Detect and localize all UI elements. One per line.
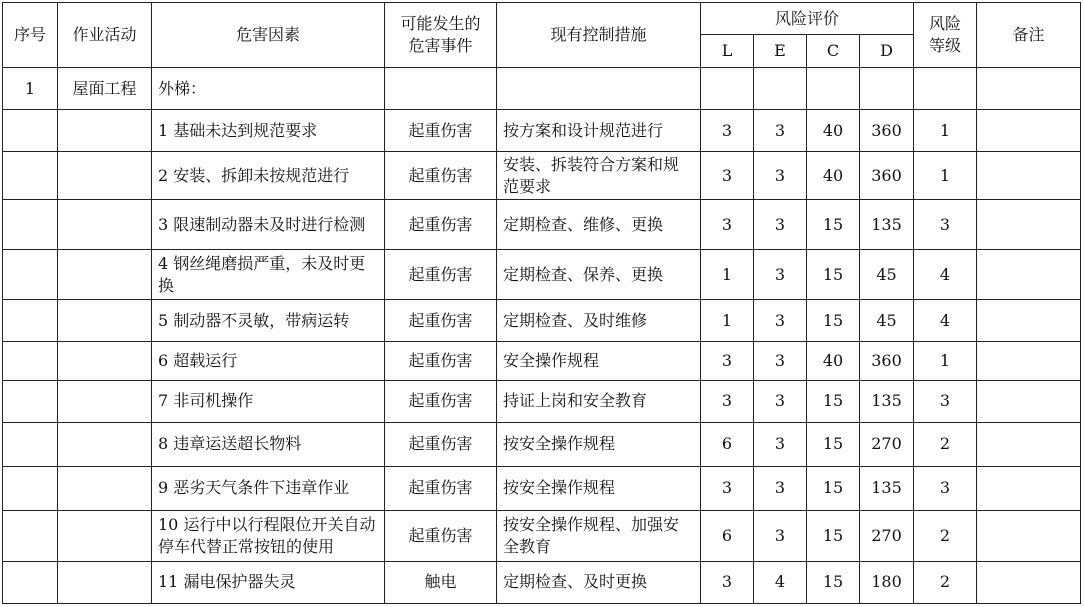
note-cell [977, 466, 1081, 510]
note-cell [977, 200, 1081, 250]
header-seq: 序号 [3, 3, 58, 68]
hazard-cell: 9 恶劣天气条件下违章作业 [152, 466, 385, 510]
C-cell: 15 [807, 466, 860, 510]
E-cell: 3 [754, 300, 807, 342]
D-cell: 135 [860, 200, 914, 250]
hazard-cell: 6 超载运行 [152, 342, 385, 380]
header-L: L [701, 35, 754, 68]
level-cell: 1 [914, 110, 977, 152]
C-cell: 15 [807, 561, 860, 603]
control-cell: 按方案和设计规范进行 [497, 110, 701, 152]
C-cell: 40 [807, 152, 860, 200]
section-activity: 屋面工程 [58, 68, 152, 110]
C-cell: 15 [807, 200, 860, 250]
event-cell: 起重伤害 [385, 110, 497, 152]
E-cell: 3 [754, 250, 807, 300]
E-cell: 3 [754, 342, 807, 380]
hazard-cell: 8 违章运送超长物料 [152, 422, 385, 466]
header-row-1 [3, 3, 1081, 35]
note-cell [977, 250, 1081, 300]
E-cell: 3 [754, 380, 807, 422]
D-cell: 45 [860, 300, 914, 342]
C-cell: 15 [807, 510, 860, 561]
event-cell: 起重伤害 [385, 422, 497, 466]
level-cell: 1 [914, 152, 977, 200]
D-cell: 360 [860, 342, 914, 380]
level-cell: 2 [914, 561, 977, 603]
header-event-line1: 可能发生的 [400, 14, 481, 33]
level-cell: 3 [914, 200, 977, 250]
E-cell: 3 [754, 110, 807, 152]
E-cell: 3 [754, 152, 807, 200]
C-cell: 15 [807, 300, 860, 342]
hazard-cell: 3 限速制动器未及时进行检测 [152, 200, 385, 250]
header-note: 备注 [977, 3, 1081, 68]
header-activity: 作业活动 [58, 3, 152, 68]
event-cell: 触电 [385, 561, 497, 603]
L-cell: 3 [701, 152, 754, 200]
level-cell: 4 [914, 250, 977, 300]
header-hazard: 危害因素 [152, 3, 385, 68]
header-event [385, 3, 497, 68]
note-cell [977, 300, 1081, 342]
L-cell: 6 [701, 422, 754, 466]
table-row [3, 152, 1081, 200]
D-cell: 360 [860, 152, 914, 200]
level-cell: 4 [914, 300, 977, 342]
note-cell [977, 510, 1081, 561]
header-D: D [860, 35, 914, 68]
table-row [3, 342, 1081, 380]
C-cell: 15 [807, 422, 860, 466]
risk-assessment-table [2, 2, 1081, 604]
table-row [3, 510, 1081, 561]
event-cell: 起重伤害 [385, 250, 497, 300]
header-event-line2: 危害事件 [408, 36, 473, 55]
event-cell: 起重伤害 [385, 380, 497, 422]
D-cell: 135 [860, 466, 914, 510]
L-cell: 3 [701, 110, 754, 152]
hazard-cell: 10 运行中以行程限位开关自动停车代替正常按钮的使用 [152, 510, 385, 561]
table-row [3, 300, 1081, 342]
C-cell: 40 [807, 110, 860, 152]
header-risk-eval: 风险评价 [701, 3, 914, 35]
E-cell: 3 [754, 466, 807, 510]
E-cell: 3 [754, 422, 807, 466]
level-cell: 3 [914, 466, 977, 510]
L-cell: 1 [701, 250, 754, 300]
note-cell [977, 380, 1081, 422]
D-cell: 45 [860, 250, 914, 300]
C-cell: 40 [807, 342, 860, 380]
header-C: C [807, 35, 860, 68]
note-cell [977, 342, 1081, 380]
L-cell: 3 [701, 200, 754, 250]
level-cell: 2 [914, 510, 977, 561]
event-cell: 起重伤害 [385, 510, 497, 561]
control-cell: 定期检查、及时维修 [497, 300, 701, 342]
hazard-cell: 2 安装、拆卸未按规范进行 [152, 152, 385, 200]
L-cell: 3 [701, 561, 754, 603]
L-cell: 3 [701, 466, 754, 510]
table-row [3, 110, 1081, 152]
event-cell: 起重伤害 [385, 300, 497, 342]
header-level [914, 3, 977, 68]
C-cell: 15 [807, 380, 860, 422]
event-cell: 起重伤害 [385, 466, 497, 510]
event-cell: 起重伤害 [385, 200, 497, 250]
table-row [3, 466, 1081, 510]
control-cell: 定期检查、维修、更换 [497, 200, 701, 250]
L-cell: 1 [701, 300, 754, 342]
table-row [3, 561, 1081, 603]
section-row [3, 68, 1081, 110]
level-cell: 1 [914, 342, 977, 380]
note-cell [977, 152, 1081, 200]
hazard-cell: 7 非司机操作 [152, 380, 385, 422]
control-cell: 按安全操作规程 [497, 422, 701, 466]
E-cell: 3 [754, 510, 807, 561]
table-row [3, 250, 1081, 300]
D-cell: 270 [860, 510, 914, 561]
note-cell [977, 422, 1081, 466]
hazard-cell: 4 钢丝绳磨损严重，未及时更换 [152, 250, 385, 300]
event-cell: 起重伤害 [385, 342, 497, 380]
header-level-line1: 风险 [929, 14, 962, 33]
D-cell: 360 [860, 110, 914, 152]
L-cell: 3 [701, 342, 754, 380]
C-cell: 15 [807, 250, 860, 300]
L-cell: 3 [701, 380, 754, 422]
level-cell: 2 [914, 422, 977, 466]
header-level-line2: 等级 [929, 36, 962, 55]
table-row [3, 200, 1081, 250]
header-E: E [754, 35, 807, 68]
hazard-cell: 1 基础未达到规范要求 [152, 110, 385, 152]
control-cell: 安全操作规程 [497, 342, 701, 380]
control-cell: 持证上岗和安全教育 [497, 380, 701, 422]
section-hazard: 外梯： [152, 68, 385, 110]
D-cell: 270 [860, 422, 914, 466]
hazard-cell: 11 漏电保护器失灵 [152, 561, 385, 603]
header-control: 现有控制措施 [497, 3, 701, 68]
table-row [3, 380, 1081, 422]
control-cell: 定期检查、及时更换 [497, 561, 701, 603]
event-cell: 起重伤害 [385, 152, 497, 200]
section-seq: 1 [3, 68, 58, 110]
control-cell: 定期检查、保养、更换 [497, 250, 701, 300]
table-row [3, 422, 1081, 466]
E-cell: 3 [754, 200, 807, 250]
control-cell: 按安全操作规程 [497, 466, 701, 510]
note-cell [977, 110, 1081, 152]
D-cell: 135 [860, 380, 914, 422]
hazard-cell: 5 制动器不灵敏，带病运转 [152, 300, 385, 342]
level-cell: 3 [914, 380, 977, 422]
control-cell: 按安全操作规程、加强安全教育 [497, 510, 701, 561]
L-cell: 6 [701, 510, 754, 561]
E-cell: 4 [754, 561, 807, 603]
note-cell [977, 561, 1081, 603]
control-cell: 安装、拆装符合方案和规范要求 [497, 152, 701, 200]
D-cell: 180 [860, 561, 914, 603]
